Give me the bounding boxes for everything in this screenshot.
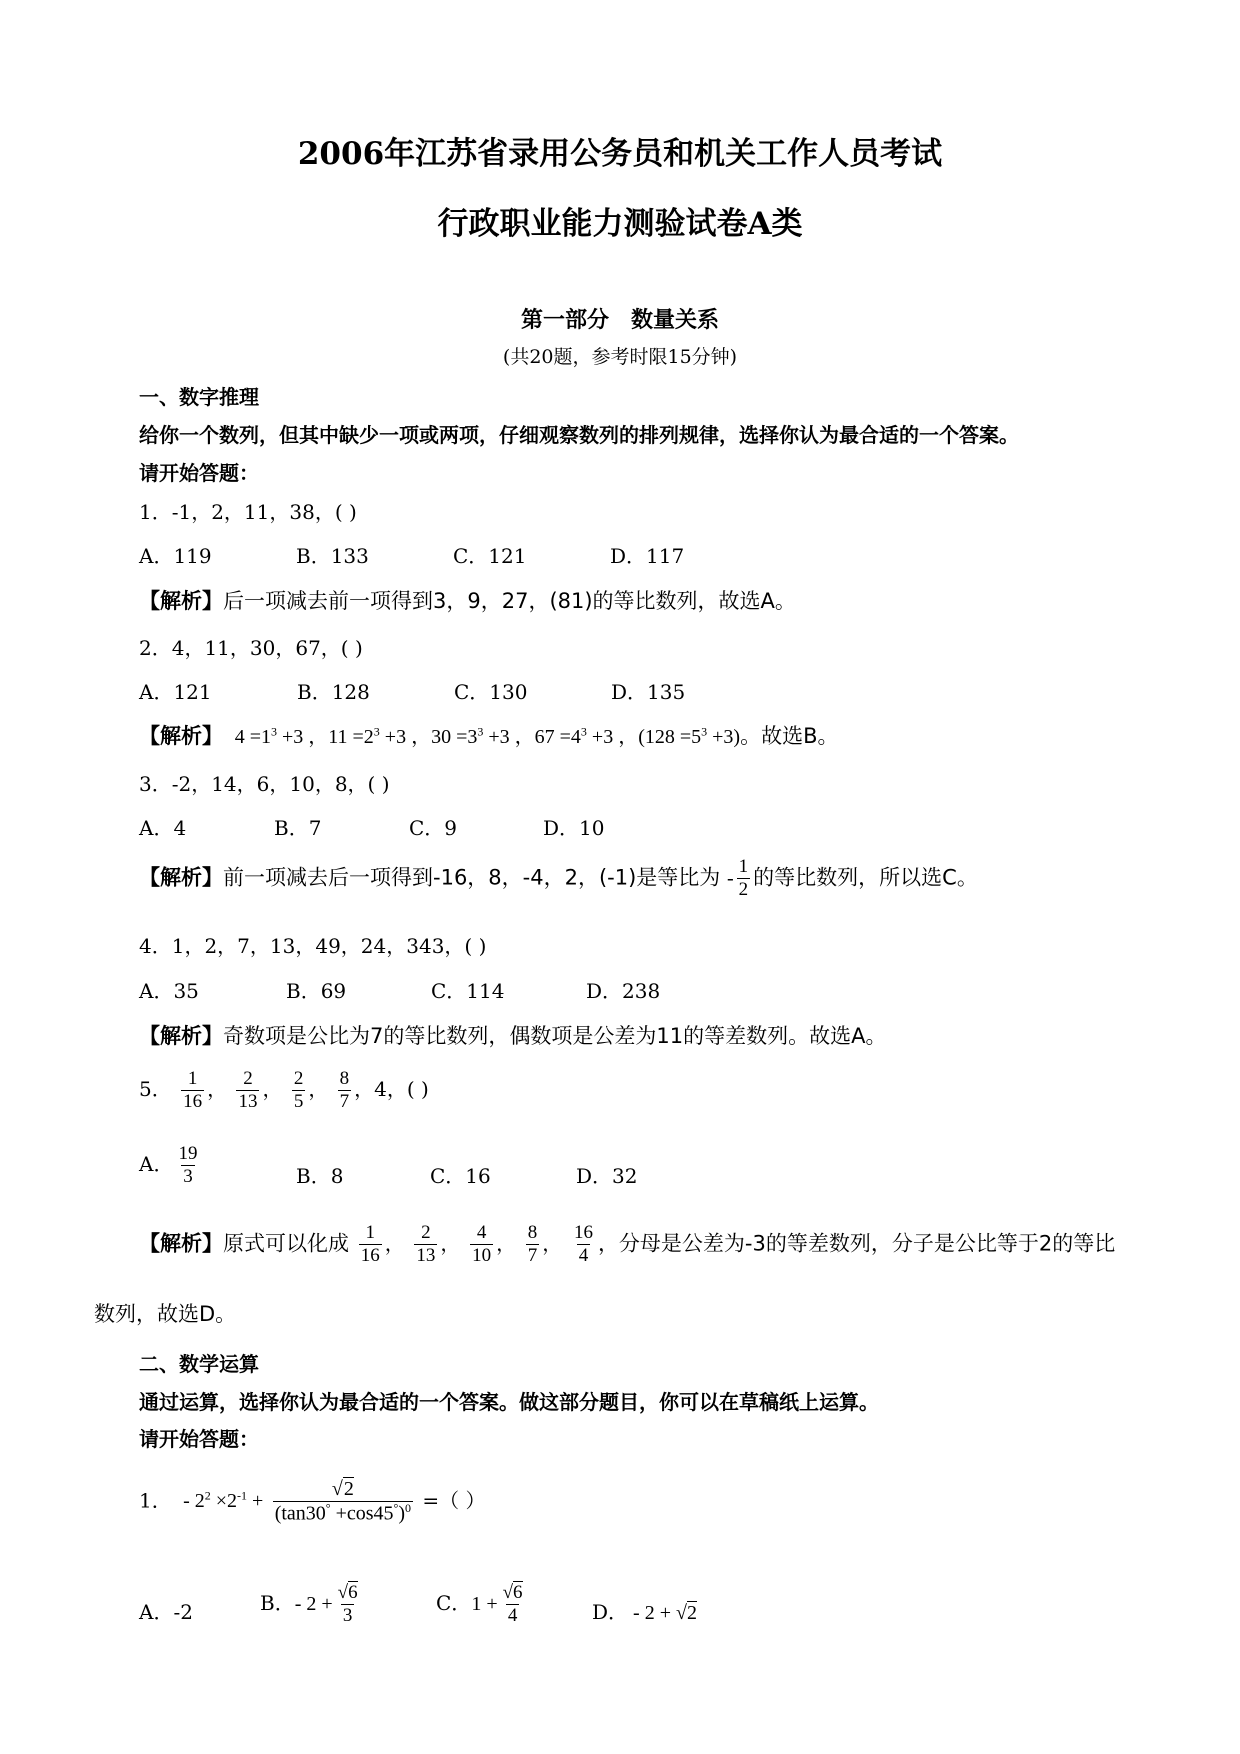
q2-analysis-end: 。故选B。 [740, 724, 839, 748]
s2q1-option-d-label: D． [592, 1600, 629, 1624]
fraction-2-5: $\frac{2}{5}$ [293, 1068, 304, 1112]
q2-stem: 2．4，11，30，67，( ) [139, 636, 363, 660]
s2q1-fraction: $\frac{√2}{(\tan 30^\circ +\cos 45^\circ)^0}$ [274, 1478, 412, 1525]
s2q1-option-c: C．1 + $\frac{√6}{4}$ [436, 1582, 523, 1626]
q1-option-c: C．121 [453, 544, 527, 568]
q4-stem: 4．1，2，7，13，49，24，343，( ) [139, 934, 487, 958]
analysis-label: 【解析】 [139, 865, 223, 890]
q5-stem: 5． $\frac{1}{16}$ ， $\frac{2}{13}$ ， $\frac{2}{5}$ ， $\frac{8}{7}$ ，4，( ) [139, 1068, 429, 1112]
analysis-label: 【解析】 [139, 1024, 223, 1048]
q2-option-c: C．130 [454, 680, 528, 704]
section1-heading: 一、数字推理 [139, 385, 259, 409]
s2q1-option-d: D． - 2 + √2 [592, 1600, 697, 1624]
q3-stem: 3．-2，14，6，10，8，( ) [139, 772, 390, 796]
q4-analysis-text: 奇数项是公比为7的等比数列，偶数项是公差为11的等差数列。故选A。 [223, 1024, 887, 1048]
analysis-label: 【解析】 [139, 724, 223, 748]
q5-analysis-a: 原式可以化成 [223, 1231, 349, 1256]
q3-option-b: B．7 [274, 816, 322, 840]
fraction-8-7: $\frac{8}{7}$ [527, 1222, 538, 1266]
s2q1-expression: - $2^2 \times 2^{-1}$ + [178, 1488, 264, 1513]
fraction-1-16: $\frac{1}{16}$ [183, 1068, 203, 1112]
q3-option-a: A．4 [139, 816, 187, 840]
fraction-8-7: $\frac{8}{7}$ [339, 1068, 350, 1112]
analysis-label: 【解析】 [139, 589, 223, 613]
q3-analysis-b: 的等比数列，所以选C。 [753, 865, 978, 890]
q5-option-c: C．16 [430, 1164, 491, 1188]
part-subtitle: (共20题，参考时限15分钟) [502, 346, 738, 368]
s2q1-option-c-label: C． [436, 1590, 472, 1615]
q1-analysis-text: 后一项减去前一项得到3，9，27，(81)的等比数列，故选A。 [223, 589, 796, 613]
fraction-sqrt6-3: $\frac{√6}{3}$ [337, 1582, 358, 1626]
q5-tail: ，4，( ) [354, 1076, 429, 1101]
fraction-16-4: $\frac{16}{4}$ [573, 1222, 593, 1266]
q3-option-d: D．10 [543, 816, 605, 840]
fraction-sqrt6-4: $\frac{√6}{4}$ [502, 1582, 523, 1626]
section1-start: 请开始答题： [139, 461, 259, 485]
section2-start: 请开始答题： [139, 1427, 259, 1451]
analysis-label: 【解析】 [139, 1231, 223, 1256]
fraction-2-13: $\frac{2}{13}$ [238, 1068, 258, 1112]
q4-option-b: B．69 [286, 979, 347, 1003]
s2q1-option-b-label: B． [260, 1590, 295, 1615]
q4-option-a: A．35 [139, 979, 199, 1003]
part-title: 第一部分 数量关系 [520, 307, 719, 333]
q1-option-b: B．133 [296, 544, 369, 568]
q5-analysis-continued: 数列，故选D。 [94, 1302, 237, 1326]
exam-title-line2: 行政职业能力测验试卷A类 [437, 206, 803, 242]
q5-analysis-b: ，分母是公差为-3的等差数列，分子是公比等于2的等比 [597, 1231, 1116, 1256]
q1-analysis [139, 585, 796, 615]
section2-instruction: 通过运算，选择你认为最合适的一个答案。做这部分题目，你可以在草稿纸上运算。 [139, 1390, 879, 1414]
exam-title-line1: 2006年江苏省录用公务员和机关工作人员考试 [297, 136, 943, 172]
q2-analysis [139, 720, 839, 750]
q5-option-a [139, 1143, 202, 1188]
q1-stem: 1．-1，2，11，38，( ) [139, 500, 357, 524]
q5-analysis: 【解析】原式可以化成 $\frac{1}{16}$ ， $\frac{2}{13}$ ， $\frac{4}{10}$ ， $\frac{8}{7}$ ， $\frac{16}{4}$ ，分母是公差为-3的等差数列，分子是公比等于2的等比 [139, 1222, 1116, 1266]
s2q1-option-b: B．- 2 + $\frac{√6}{3}$ [260, 1582, 358, 1626]
q2-option-b: B．128 [297, 680, 370, 704]
section2-heading: 二、数学运算 [139, 1352, 259, 1376]
q5-option-a-label: A． [139, 1151, 174, 1176]
q3-minus: - [726, 867, 734, 890]
q2-option-d: D．135 [611, 680, 686, 704]
q2-formula: $4 =1^3 +3$ ，$11 =2^3 +3$ ，$30 =3^3 +3$ ，$67 =4^3 +3$ ，$(128 =5^3 +3)$ [229, 724, 741, 748]
q2-option-a: A．121 [139, 680, 212, 704]
q3-analysis-a: 前一项减去后一项得到-16，8，-4，2，(-1)是等比为 [223, 865, 721, 890]
s2q1-stem [139, 1478, 486, 1526]
section1-instruction: 给你一个数列，但其中缺少一项或两项，仔细观察数列的排列规律，选择你认为最合适的一个答案。 [139, 423, 1019, 447]
s2q1-option-a: A．-2 [139, 1600, 193, 1624]
fraction-4-10: $\frac{4}{10}$ [472, 1222, 492, 1266]
q4-option-d: D．238 [586, 979, 661, 1003]
q4-option-c: C．114 [431, 979, 505, 1003]
fraction-19-3: $\frac{19}{3}$ [178, 1143, 198, 1187]
q4-analysis [139, 1020, 886, 1050]
fraction-1-16: $\frac{1}{16}$ [360, 1222, 380, 1266]
q3-analysis [139, 856, 978, 901]
s2q1-num: 1． [139, 1488, 172, 1513]
q3-option-c: C．9 [409, 816, 458, 840]
q5-option-b: B．8 [296, 1164, 344, 1188]
q5-option-d: D．32 [576, 1164, 638, 1188]
s2q1-answer-blank: =（ ） [422, 1488, 486, 1513]
fraction-2-13: $\frac{2}{13}$ [416, 1222, 436, 1266]
q1-option-d: D．117 [610, 544, 685, 568]
q5-num: 5． [139, 1076, 172, 1101]
fraction-one-half: $\frac{1}{2}$ [738, 856, 749, 900]
q1-option-a: A．119 [139, 544, 212, 568]
